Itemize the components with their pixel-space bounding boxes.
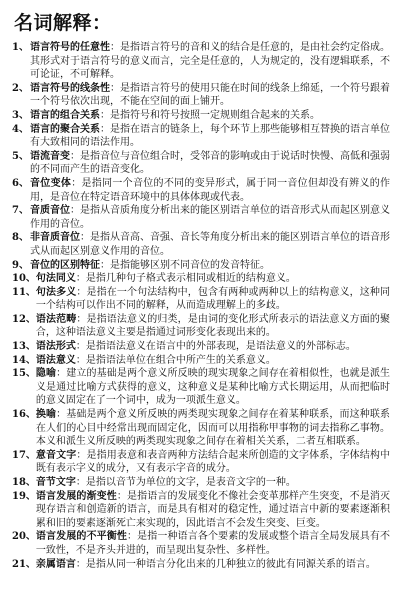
definition-term: 意音文字 bbox=[35, 449, 77, 461]
definition-item bbox=[12, 259, 390, 273]
definition-term: 语法意义 bbox=[35, 354, 76, 366]
definition-text: ：是指语言符号的音和义的结合是任意的，是由社会约定俗成。其形式对于语言符号的意义而言，完全是任意的，人为规定的，没有逻辑联系，不可论证，不可解释。 bbox=[30, 42, 390, 81]
definition-body bbox=[36, 354, 390, 368]
definition-term: 句法多义 bbox=[35, 286, 77, 298]
definition-item bbox=[12, 204, 390, 231]
definition-text: ：是指在语言的链条上，每个环节上那些能够相互替换的语言单位有大致相同的语法作用。 bbox=[30, 123, 390, 149]
definition-number: 16、 bbox=[12, 409, 36, 421]
definition-body bbox=[36, 367, 390, 408]
definition-number: 6、 bbox=[12, 177, 29, 189]
definition-item bbox=[12, 476, 390, 490]
definition-number: 1、 bbox=[12, 42, 29, 53]
definition-body bbox=[36, 408, 390, 449]
definition-body bbox=[36, 313, 390, 340]
definition-item bbox=[12, 82, 390, 109]
definition-term: 句法同义 bbox=[35, 273, 76, 285]
definition-term: 语流音变 bbox=[30, 150, 70, 162]
definition-number: 14、 bbox=[12, 354, 36, 366]
definition-text: ：是指用表意和表音两种方法结合起来所创造的文字体系，字体结构中既有表示字义的成分，又有表示字音的成分。 bbox=[35, 449, 391, 475]
definition-text: ：建立的基础是两个意义所反映的现实现象之间存在着相似性，也就是派生义是通过比喻方式获得的意义，这种意义是某种比喻方式长期运用，从而把临时的意义固定在了一个词中，成为一项派生意义。 bbox=[35, 368, 391, 407]
definition-number: 21、 bbox=[12, 558, 36, 570]
definition-item bbox=[12, 150, 390, 177]
definition-text: ：是指符号和符号按照一定规则组合起来的关系。 bbox=[100, 109, 320, 121]
definition-item bbox=[12, 177, 390, 204]
definition-number: 10、 bbox=[12, 273, 36, 285]
definition-item bbox=[12, 558, 390, 572]
definition-term: 音质音位 bbox=[30, 205, 70, 217]
definition-item bbox=[12, 354, 390, 368]
definition-text: ：是指在一个句法结构中，包含有两种或两种以上的结构意义，这种同一个结构可以作出不同的解释，从而造成理解上的多歧。 bbox=[35, 286, 391, 312]
definition-number: 18、 bbox=[12, 477, 36, 488]
definition-text: ：是指能够区别不同音位的发音特征。 bbox=[100, 259, 270, 271]
definition-number: 9、 bbox=[12, 259, 29, 271]
definition-item bbox=[12, 231, 390, 258]
definition-text: ：是指以音节为单位的文字，是表音文字的一种。 bbox=[75, 477, 296, 488]
definition-term: 音节文字 bbox=[35, 477, 76, 488]
definition-number: 7、 bbox=[12, 205, 29, 217]
definition-text: ：是指一种语言各个要素的发展或整个语言全局发展具有不一致性，不是齐头并进的，而呈现出复杂性、多样性。 bbox=[35, 531, 391, 556]
definition-term: 隐喻 bbox=[35, 368, 57, 380]
definition-text: ：是指从同一种语言分化出来的几种独立的彼此有同源关系的语言。 bbox=[75, 558, 376, 570]
definition-number: 3、 bbox=[12, 109, 29, 121]
definition-term: 音位的区别特征 bbox=[30, 259, 100, 271]
definition-text: ：是指几种句子格式表示相同或相近的结构意义。 bbox=[75, 273, 296, 285]
definition-item bbox=[12, 286, 390, 313]
definition-number: 19、 bbox=[12, 490, 36, 502]
definition-term: 语言符号的线条性 bbox=[30, 82, 110, 94]
definition-item bbox=[12, 313, 390, 340]
definition-text: ：是指语法意义的归类，是由词的变化形式所表示的语法意义方面的聚合，这种语法意义主要是指通过词形变化表现出来的。 bbox=[35, 313, 391, 339]
definition-term: 语言发展的不平衡性 bbox=[35, 531, 128, 543]
definition-item bbox=[12, 449, 390, 476]
definition-body bbox=[36, 272, 390, 286]
definition-body bbox=[36, 476, 390, 490]
definition-number: 17、 bbox=[12, 449, 36, 461]
definition-body bbox=[30, 177, 390, 204]
definition-body bbox=[30, 150, 390, 177]
definition-body bbox=[30, 109, 390, 123]
definition-body bbox=[36, 449, 390, 476]
definition-text: ：是指同一个音位的不同的变异形式，属于同一音位但却没有辨义的作用，是音位在特定语音环境中的具体体现或代表。 bbox=[30, 177, 391, 203]
definition-number: 15、 bbox=[12, 368, 36, 380]
definition-item bbox=[12, 367, 390, 408]
definition-text: ：是指从音高、音强、音长等角度分析出来的能区别语言单位的语音形式从而起区别意义作用的音位。 bbox=[30, 232, 390, 257]
definition-item bbox=[12, 490, 390, 531]
definition-term: 语法范畴 bbox=[35, 313, 77, 325]
definition-text: ：是指语言符号的使用只能在时间的线条上绵延，一个符号跟着一个符号依次出现，不能在空间的面上铺开。 bbox=[30, 82, 390, 108]
definition-text: ：是指语言的发展变化不像社会变革那样产生突变，不是消灭现存语言和创造新的语言，而是具有相对的稳定性，通过语言中新的要素逐渐积累和旧的要素逐渐死亡来实现的，因此语言不会发生突变、巨变。 bbox=[35, 490, 391, 529]
definition-item bbox=[12, 340, 390, 354]
definition-term: 语言的组合关系 bbox=[30, 109, 100, 121]
definition-item bbox=[12, 109, 390, 123]
definition-term: 换喻 bbox=[35, 409, 57, 421]
definition-term: 非音质音位 bbox=[30, 232, 80, 244]
definition-term: 语言发展的渐变性 bbox=[35, 490, 117, 502]
definition-text: ：是指从音质角度分析出来的能区别语言单位的语音形式从而起区别意义作用的音位。 bbox=[30, 205, 390, 230]
definition-body bbox=[30, 123, 390, 150]
definition-term: 语言符号的任意性 bbox=[30, 42, 110, 53]
definition-item bbox=[12, 41, 390, 82]
definition-text: ：是指音位与音位组合时，受邻音的影响或由于说话时快慢、高低和强弱的不同而产生的语音变化。 bbox=[30, 150, 390, 176]
definition-term: 亲属语言 bbox=[35, 558, 76, 570]
definition-number: 4、 bbox=[12, 123, 29, 135]
definition-body bbox=[30, 41, 390, 82]
definition-number: 11、 bbox=[12, 286, 36, 298]
definition-number: 8、 bbox=[12, 232, 29, 244]
definition-body bbox=[36, 558, 390, 572]
definition-body bbox=[30, 259, 390, 273]
definition-body bbox=[30, 231, 390, 258]
definition-number: 13、 bbox=[12, 341, 36, 353]
definition-list bbox=[12, 41, 390, 571]
definition-body bbox=[36, 286, 390, 313]
definition-body bbox=[36, 340, 390, 354]
definition-item bbox=[12, 530, 390, 557]
definition-number: 5、 bbox=[12, 150, 29, 162]
definition-body bbox=[30, 82, 390, 109]
definition-number: 2、 bbox=[12, 82, 29, 94]
definition-item bbox=[12, 123, 390, 150]
definition-number: 20、 bbox=[12, 531, 36, 543]
definition-term: 语言的聚合关系 bbox=[30, 123, 100, 135]
definition-body bbox=[36, 490, 390, 531]
definition-body bbox=[36, 530, 390, 557]
definition-text: ：基础是两个意义所反映的两类现实现象之间存在着某种联系，而这种联系在人们的心目中经常出现而固定化，因而可以用指称甲事物的词去指称乙事物。本义和派生义所反映的两类现实现象之间存在着相关关系，二者互相联系。 bbox=[35, 409, 391, 448]
definition-body bbox=[30, 204, 390, 231]
definition-term: 音位变体 bbox=[30, 177, 72, 189]
definition-number: 12、 bbox=[12, 313, 36, 325]
definition-text: ：是指语法意义在语言中的外部表现，是语法意义的外部标志。 bbox=[75, 341, 356, 353]
definition-term: 语法形式 bbox=[35, 341, 76, 353]
definition-item bbox=[12, 272, 390, 286]
page-title: 名词解释： bbox=[14, 12, 112, 34]
definition-text: ：是指语法单位在组合中所产生的关系意义。 bbox=[75, 354, 276, 366]
definition-item bbox=[12, 408, 390, 449]
